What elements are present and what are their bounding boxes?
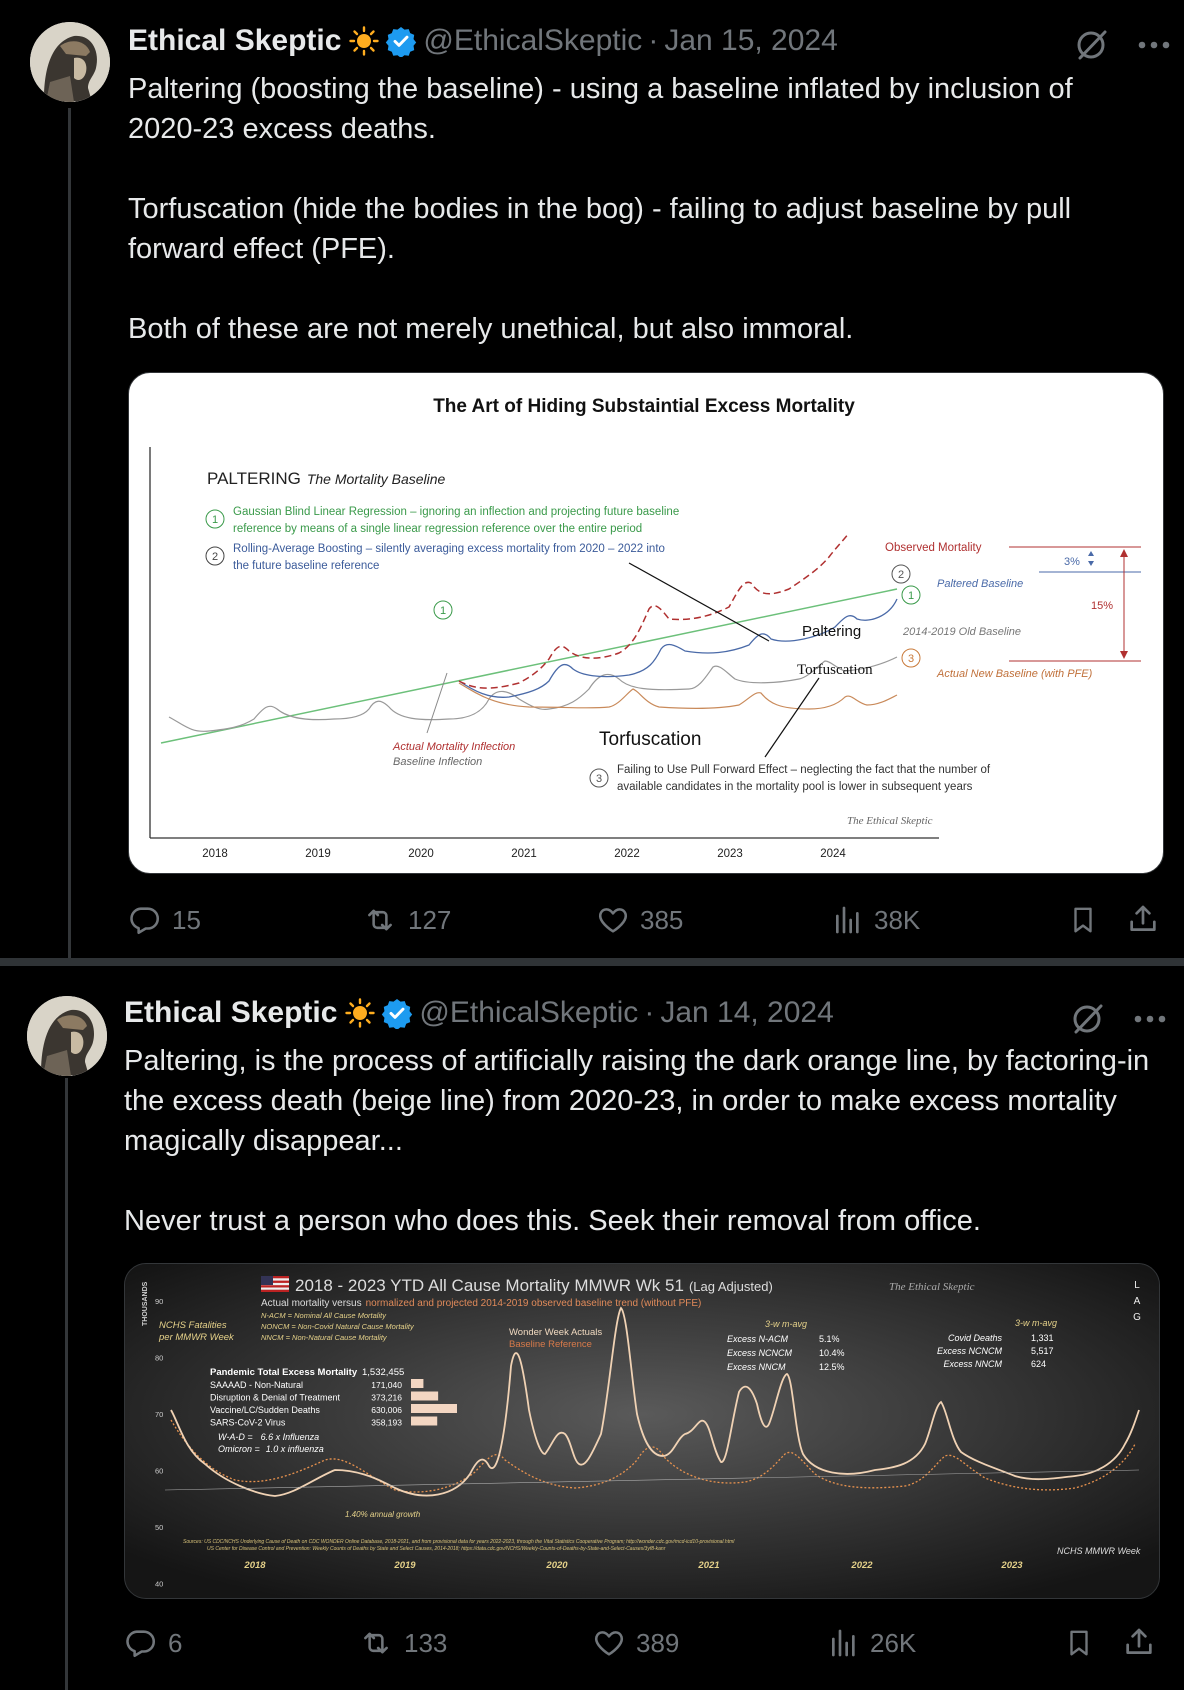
views-count: 26K (870, 1627, 917, 1658)
like-button[interactable] (596, 903, 683, 937)
marker-number: 1 (907, 590, 915, 602)
y-tick-label: 40 (155, 1579, 164, 1589)
x-tick-label: 2023 (1001, 1560, 1023, 1571)
repost-icon (358, 1626, 394, 1660)
pandemic-row-value: 373,216 (371, 1392, 402, 1403)
nchs-label: per MMWR Week (159, 1332, 234, 1343)
grok-icon[interactable] (1070, 1002, 1104, 1036)
views-count: 38K (874, 904, 921, 935)
covid-row-label: Excess NNCM (943, 1359, 1002, 1369)
verified-badge-icon (381, 997, 413, 1029)
tweet-header (124, 996, 834, 1030)
nchs-label: NCHS Fatalities (159, 1320, 227, 1331)
share-icon[interactable] (1126, 902, 1160, 936)
mavg-label: 3-w m-avg (765, 1319, 808, 1329)
torfuscation-heading: Torfuscation (599, 729, 702, 750)
avatar[interactable] (30, 22, 110, 102)
thread-line (68, 108, 71, 958)
y-tick-label: 50 (155, 1523, 164, 1532)
x-tick-label: 2021 (511, 848, 537, 860)
legend-wonder: Wonder Week Actuals (509, 1327, 603, 1338)
label-old-baseline: 2014-2019 Old Baseline (903, 626, 1022, 638)
repost-count: 133 (404, 1627, 448, 1658)
thread-line (65, 1078, 68, 1690)
note-2: Rolling-Average Boosting – silently averaging excess mortality from 2020 – 2022 into (233, 543, 665, 555)
pandemic-row-label: SARS-CoV-2 Virus (210, 1417, 286, 1428)
display-name[interactable]: Ethical Skeptic (124, 996, 338, 1029)
label-observed-mortality: Observed Mortality (885, 542, 982, 554)
chart-paltering (129, 373, 1163, 873)
views-button[interactable] (828, 1626, 916, 1660)
more-options-icon[interactable] (1134, 1014, 1166, 1024)
y-tick-label: 80 (155, 1353, 164, 1363)
marker-number: 2 (211, 551, 219, 563)
pandemic-bar (411, 1417, 437, 1426)
tweet-image[interactable] (128, 372, 1164, 874)
signature: The Ethical Skeptic (847, 815, 933, 827)
x-tick-label: 2021 (698, 1560, 720, 1571)
grok-icon[interactable] (1074, 28, 1108, 62)
x-tick-label: 2019 (394, 1560, 416, 1571)
actual-new-baseline-line (459, 683, 897, 709)
handle[interactable]: @EthicalSkeptic (419, 996, 639, 1029)
chart-heading: PALTERING The Mortality Baseline (207, 469, 446, 488)
label-15-percent: 15% (1091, 600, 1114, 612)
covid-row-value: 1,331 (1031, 1333, 1054, 1343)
y-tick-label: 90 (155, 1297, 164, 1306)
label-actual-inflection: Actual Mortality Inflection (393, 741, 516, 753)
sun-icon (345, 998, 375, 1028)
label-paltered-baseline: Paltered Baseline (937, 578, 1024, 590)
lag-letter: A (1133, 1296, 1141, 1307)
legend-baseline: Baseline Reference (509, 1339, 592, 1350)
x-tick-label: 2024 (820, 848, 846, 860)
sun-icon (349, 26, 379, 56)
excess-row-label: Excess N-ACM (727, 1334, 789, 1344)
covid-row-label: Excess NCNCM (936, 1346, 1002, 1356)
x-tick-label: 2023 (717, 848, 743, 860)
marker-number: 2 (897, 569, 905, 581)
tweet-header (128, 24, 838, 58)
heart-icon (596, 903, 630, 937)
tweet-text: Paltering, is the process of artificially raising the dark orange line, by factoring-in the excess death (beige line) from 2020-23, in order to make excess mortality magically disappear... Never trust a person who does this. Seek their removal from office. (124, 1045, 1150, 1237)
like-count: 389 (636, 1627, 680, 1658)
note-2: the future baseline reference (233, 560, 380, 572)
reply-button[interactable] (124, 1626, 182, 1660)
excess-row-label: Excess NCNCM (727, 1348, 793, 1358)
share-icon[interactable] (1122, 1625, 1156, 1659)
reply-button[interactable] (128, 903, 201, 937)
marker-number: 3 (907, 653, 915, 665)
marker-number: 3 (595, 773, 603, 785)
tweet-divider (0, 958, 1184, 966)
pandemic-bar (411, 1404, 457, 1413)
omicron-label: Omicron = 1.0 x influenza (218, 1444, 324, 1454)
marker-number: 1 (439, 605, 447, 617)
x-tick-label: 2018 (202, 848, 228, 860)
signature: The Ethical Skeptic (889, 1281, 975, 1293)
covid-row-value: 624 (1031, 1359, 1047, 1369)
marker-number: 1 (211, 514, 219, 526)
covid-row-label: Covid Deaths (947, 1333, 1002, 1343)
label-new-baseline: Actual New Baseline (with PFE) (937, 668, 1093, 680)
us-flag-icon (261, 1276, 289, 1292)
pandemic-title: Pandemic Total Excess Mortality (210, 1367, 358, 1378)
lag-letter: G (1133, 1312, 1141, 1323)
tweet[interactable] (0, 970, 1184, 1690)
excess-row-value: 5.1% (819, 1334, 840, 1344)
excess-row-value: 12.5% (819, 1362, 845, 1372)
reply-icon (124, 1626, 158, 1660)
reply-count: 6 (168, 1627, 183, 1658)
paltered-baseline-line (459, 599, 897, 697)
note-3: available candidates in the mortality pool is lower in subsequent years (617, 781, 973, 793)
pandemic-row-value: 171,040 (371, 1380, 402, 1390)
covid-table (937, 1333, 1054, 1369)
pandemic-row-label: SAAAAD - Non-Natural (210, 1380, 304, 1390)
repost-count: 127 (408, 904, 452, 935)
label-torfuscation: Torfuscation (797, 662, 873, 678)
reply-icon (128, 903, 162, 937)
covid-row-value: 5,517 (1031, 1346, 1054, 1356)
note-1: reference by means of a single linear regression reference over the entire period (233, 523, 643, 535)
x-axis-labels (202, 848, 846, 860)
chart-title: 2018 - 2023 YTD All Cause Mortality MMWR Wk 51 (Lag Adjusted) (295, 1276, 773, 1295)
pandemic-row-label: Disruption & Denial of Treatment (210, 1392, 341, 1403)
separator-dot: · (644, 996, 655, 1029)
label-baseline-inflection: Baseline Inflection (393, 756, 483, 768)
chart-subtitle: Actual mortality versus normalized and projected 2014-2019 observed baseline trend (without PFE) (261, 1298, 702, 1309)
lag-letter: L (1134, 1280, 1140, 1291)
old-baseline-line (169, 657, 897, 731)
linear-regression-line (161, 589, 897, 743)
reply-count: 15 (172, 904, 201, 935)
pandemic-bar (411, 1392, 438, 1401)
x-tick-label: 2020 (408, 848, 434, 860)
chart-mortality (125, 1264, 1159, 1598)
separator-dot: · (648, 24, 659, 57)
verified-badge-icon (385, 25, 417, 57)
repost-button[interactable] (362, 903, 451, 937)
y-tick-label: 60 (155, 1466, 164, 1476)
sources: Sources: US CDC/NCHS Underlying Cause of Death on CDC WONDER Online Database, 2018-2021, and from provisional data for years 2022-2023, through the Vital Statistics Cooperative Program; http://wonder.cdc.gov/mcd-icd10-provisional.html (183, 1539, 735, 1545)
tweet-image[interactable] (124, 1263, 1160, 1599)
pandemic-row-value: 358,193 (371, 1417, 402, 1428)
repost-button[interactable] (358, 1626, 447, 1660)
repost-icon (362, 903, 398, 937)
x-tick-label: 2020 (546, 1560, 568, 1571)
analytics-icon (828, 1626, 860, 1660)
definition: NONCM = Non-Covid Natural Cause Mortality (261, 1322, 414, 1331)
more-options-icon[interactable] (1138, 40, 1170, 50)
pandemic-bar (411, 1379, 423, 1388)
growth-label: 1.40% annual growth (345, 1510, 421, 1519)
chart-title: The Art of Hiding Substaintial Excess Mortality (433, 396, 855, 417)
wad-label: W-A-D = 6.6 x Influenza (218, 1432, 320, 1442)
bookmark-icon[interactable] (1068, 903, 1098, 937)
excess-row-label: Excess NNCM (727, 1362, 786, 1372)
x-tick-label: 2018 (244, 1560, 266, 1571)
note-1: Gaussian Blind Linear Regression – ignoring an inflection and projecting future baseline (233, 506, 680, 518)
mavg-label: 3-w m-avg (1015, 1318, 1058, 1328)
label-3-percent: 3% (1064, 556, 1080, 568)
bookmark-icon[interactable] (1064, 1626, 1094, 1660)
heart-icon (592, 1626, 626, 1660)
like-count: 385 (640, 904, 684, 935)
views-button[interactable] (832, 903, 920, 937)
avatar[interactable] (27, 996, 107, 1076)
x-tick-label: 2022 (614, 848, 640, 860)
x-tick-label: 2019 (305, 848, 331, 860)
analytics-icon (832, 903, 864, 937)
x-tick-label: 2022 (851, 1560, 873, 1571)
handle[interactable]: @EthicalSkeptic (423, 24, 643, 57)
tweet-text: Paltering (boosting the baseline) - using a baseline inflated by inclusion of 2020-23 excess deaths. Torfuscation (hide the bodies in the bog) - failing to adjust baseline by pull forward effect (PFE). Both of these are not merely unethical, but also immoral. (128, 73, 1073, 345)
tweet-date[interactable]: Jan 14, 2024 (660, 996, 834, 1029)
note-3: Failing to Use Pull Forward Effect – neglecting the fact that the number of (617, 764, 991, 776)
sources: US Center for Disease Control and Prevention: Weekly Counts of Deaths by State and Select Causes, 2014-2018; https://data.cdc.gov/NCHS/Weekly-Counts-of-Deaths-by-State-and-Select-Causes/3yf8-kanr (207, 1546, 666, 1552)
definition: N-ACM = Nominal All Cause Mortality (261, 1311, 386, 1320)
like-button[interactable] (592, 1626, 679, 1660)
display-name[interactable]: Ethical Skeptic (128, 24, 342, 57)
y-tick-label: 70 (155, 1410, 164, 1419)
excess-row-value: 10.4% (819, 1348, 845, 1358)
pandemic-row-value: 630,006 (371, 1405, 402, 1415)
pandemic-total: 1,532,455 (362, 1367, 405, 1378)
pandemic-row-label: Vaccine/LC/Sudden Deaths (210, 1405, 320, 1415)
label-paltering: Paltering (802, 623, 862, 640)
nchs-week-label: NCHS MMWR Week (1057, 1546, 1141, 1556)
definition: NNCM = Non-Natural Cause Mortality (261, 1333, 387, 1342)
tweet-date[interactable]: Jan 15, 2024 (664, 24, 838, 57)
y-axis-unit: THOUSANDS (142, 1281, 149, 1326)
